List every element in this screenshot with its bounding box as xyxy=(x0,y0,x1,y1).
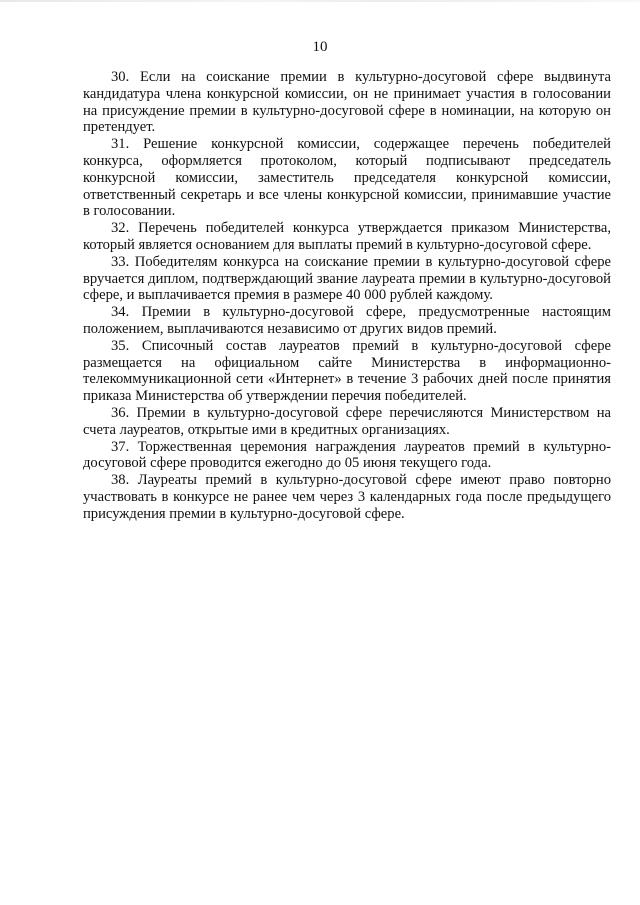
document-body xyxy=(83,69,611,523)
paragraph-32: 32. Перечень победителей конкурса утверждается приказом Министерства, который является основанием для выплаты премий в культурно-досуговой сфере. xyxy=(83,220,611,253)
paragraph-38: 38. Лауреаты премий в культурно-досуговой сфере имеют право повторно участвовать в конкурсе не ранее чем через 3 календарных года после предыдущего присуждения премии в культурно-досуговой сфере. xyxy=(83,472,611,522)
scan-top-edge xyxy=(0,0,640,2)
paragraph-34: 34. Премии в культурно-досуговой сфере, предусмотренные настоящим положением, выплачиваются независимо от других видов премий. xyxy=(83,304,611,337)
paragraph-30: 30. Если на соискание премии в культурно-досуговой сфере выдвинута кандидатура члена конкурсной комиссии, он не принимает участия в голосовании на присуждение премии в культурно-досуговой сфере в номинации, на которую он претендует. xyxy=(83,69,611,136)
paragraph-37: 37. Торжественная церемония награждения лауреатов премий в культурно-досуговой сфере проводится ежегодно до 05 июня текущего года. xyxy=(83,438,611,472)
paragraph-31: 31. Решение конкурсной комиссии, содержащее перечень победителей конкурса, оформляется протоколом, который подписывают председатель конкурсной комиссии, заместитель председателя конкурсной комиссии, ответственный секретарь и все члены конкурсной комиссии, принимавшие участие в голосовании. xyxy=(83,136,611,220)
paragraph-35: 35. Списочный состав лауреатов премий в культурно-досуговой сфере размещается на официальном сайте Министерства в информационно-телекоммуникационной сети «Интернет» в течение 3 рабочих дней после принятия приказа Министерства об утверждении перечия победителей. xyxy=(83,337,611,405)
paragraph-36: 36. Премии в культурно-досуговой сфере перечисляются Министерством на счета лауреатов, открытые ими в кредитных организациях. xyxy=(83,404,611,438)
page-number: 10 xyxy=(312,39,328,55)
paragraph-33: 33. Победителям конкурса на соискание премии в культурно-досуговой сфере вручается диплом, подтверждающий звание лауреата премии в культурно-досуговой сфере, и выплачивается премия в размере 40 000 рублей каждому. xyxy=(83,253,611,304)
